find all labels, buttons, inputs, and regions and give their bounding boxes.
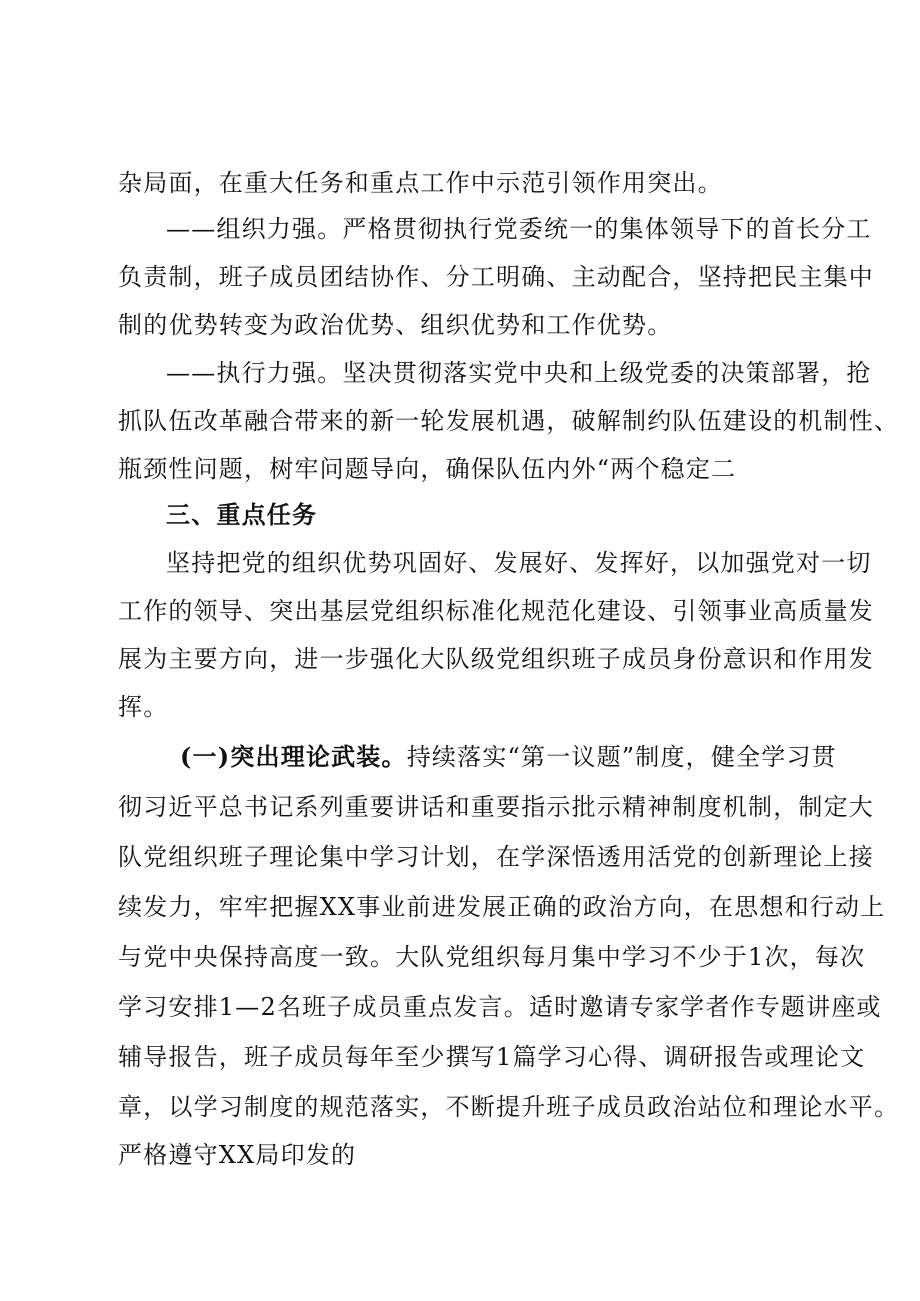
body-text-line: 彻习近平总书记系列重要讲话和重要指示批示精神制度机制，制定大 [118, 793, 874, 821]
body-text-line: 队党组织班子理论集中学习计划，在学深悟透用活党的创新理论上接 [118, 843, 874, 871]
body-text-line: 章，以学习制度的规范落实，不断提升班子成员政治站位和理论水平。 [118, 1093, 900, 1121]
body-text-segment: 持续落实“第一议题”制度，健全学习贯 [406, 743, 837, 771]
body-text-line: 学习安排1—2名班子成员重点发言。适时邀请专家学者作专题讲座或 [118, 993, 882, 1021]
body-text-line: 与党中央保持高度一致。大队党组织每月集中学习不少于1次，每次 [118, 943, 866, 971]
body-text-line: 负责制，班子成员团结协作、分工明确、主动配合，坚持把民主集中 [118, 263, 874, 291]
subheading-line [180, 742, 880, 772]
body-text-line: 制的优势转变为政治优势、组织优势和工作优势。 [118, 311, 673, 339]
body-text-line: 挥。 [118, 693, 169, 721]
paragraph-key-tasks: 坚持把党的组织优势巩固好、发展好、发挥好，以加强党对一切 [166, 549, 872, 577]
paragraph-organization-strength: ——组织力强。严格贯彻执行党委统一的集体领导下的首长分工 [166, 215, 872, 243]
paragraph-execution-strength: ——执行力强。坚决贯彻落实党中央和上级党委的决策部署，抢 [166, 359, 872, 387]
body-text-line: 工作的领导、突出基层党组织标准化规范化建设、引领事业高质量发 [118, 597, 874, 625]
section-heading-key-tasks: 三、重点任务 [166, 500, 318, 529]
body-text-line: 展为主要方向，进一步强化大队级党组织班子成员身份意识和作用发 [118, 645, 874, 673]
body-text-line: 瓶颈性问题，树牢问题导向，确保队伍内外“两个稳定二 [118, 455, 737, 483]
body-text-line: 杂局面，在重大任务和重点工作中示范引领作用突出。 [118, 169, 723, 197]
body-text-line: 续发力，牢牢把握XX事业前进发展正确的政治方向，在思想和行动上 [118, 893, 886, 921]
body-text-line: 辅导报告，班子成员每年至少撰写1篇学习心得、调研报告或理论文 [118, 1043, 866, 1071]
subheading-theory: (一)突出理论武装。 [180, 742, 407, 771]
body-text-line: 严格遵守XX局印发的 [118, 1141, 357, 1169]
body-text-line: 抓队伍改革融合带来的新一轮发展机遇，破解制约队伍建设的机制性、 [118, 407, 900, 435]
